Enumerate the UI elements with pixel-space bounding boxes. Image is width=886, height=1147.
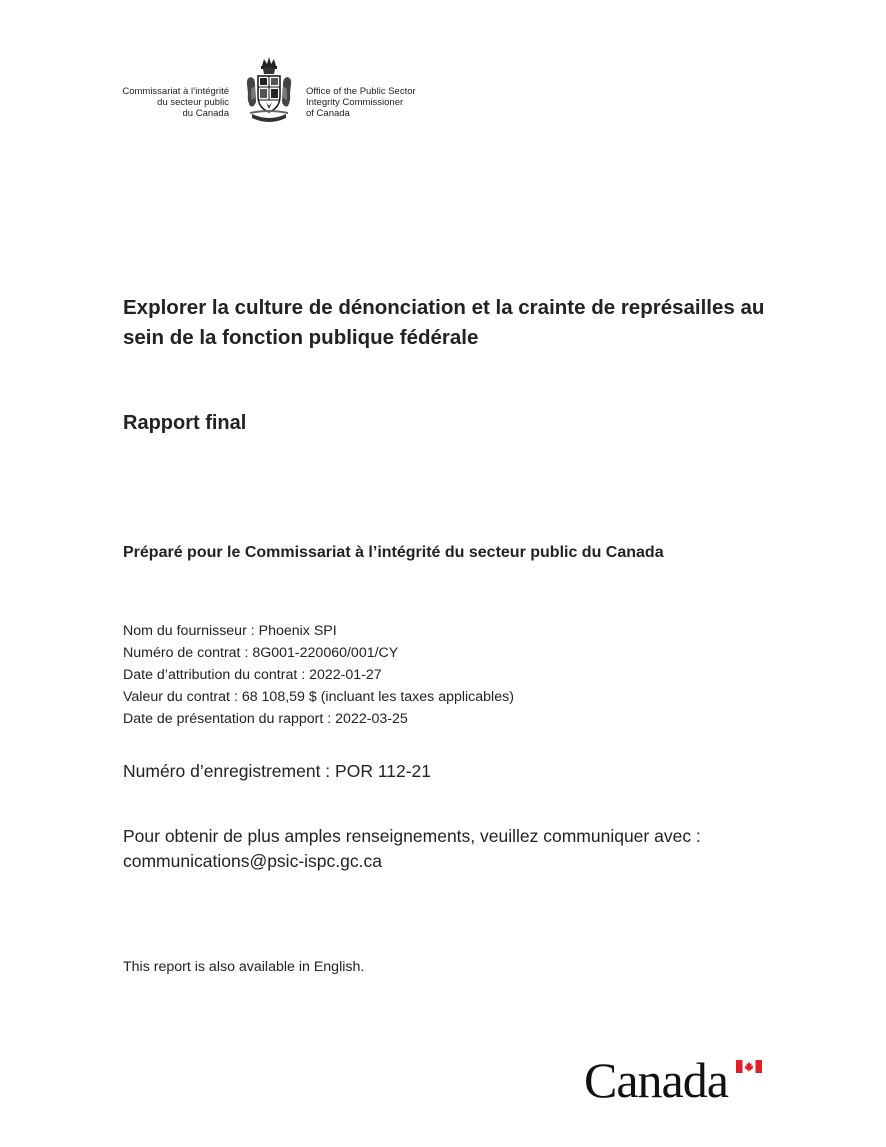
- prepared-for: Préparé pour le Commissariat à l’intégrité du secteur public du Canada: [123, 544, 664, 561]
- detail-award-date: Date d’attribution du contrat : 2022-01-27: [123, 667, 382, 683]
- detail-delivery-date: Date de présentation du rapport : 2022-03-25: [123, 711, 408, 727]
- canada-flag-icon: [736, 1060, 762, 1073]
- contact-text: Pour obtenir de plus amples renseignements, veuillez communiquer avec :: [123, 826, 701, 846]
- signature-french-line: Commissariat à l’intégrité: [122, 86, 229, 97]
- report-title-line: Explorer la culture de dénonciation et la crainte de représailles au: [123, 296, 765, 319]
- signature-english-line: Integrity Commissioner: [306, 97, 404, 108]
- canada-coat-of-arms-icon: [244, 56, 294, 126]
- signature-french: [100, 86, 229, 119]
- signature-english: [306, 86, 466, 119]
- signature-english-line: Office of the Public Sector: [306, 86, 416, 97]
- canada-wordmark: [584, 1050, 774, 1110]
- english-availability-note: This report is also available in English.: [123, 959, 365, 975]
- signature-french-line: du secteur public: [157, 97, 229, 108]
- contact-email: communications@psic-ispc.gc.ca: [123, 851, 382, 871]
- registration-number: Numéro d’enregistrement : POR 112-21: [123, 761, 432, 781]
- contact-info: [123, 824, 823, 874]
- signature-french-line: du Canada: [182, 108, 229, 119]
- detail-contract-value: Valeur du contrat : 68 108,59 $ (incluant les taxes applicables): [123, 689, 514, 705]
- detail-supplier: Nom du fournisseur : Phoenix SPI: [123, 623, 337, 639]
- report-subtitle: Rapport final: [123, 412, 247, 434]
- canada-wordmark-text: Canada: [584, 1052, 728, 1108]
- report-title-line: sein de la fonction publique fédérale: [123, 326, 479, 349]
- report-title: [123, 293, 803, 353]
- signature-english-line: of Canada: [306, 108, 350, 119]
- contract-details: [123, 620, 723, 730]
- detail-contract-number: Numéro de contrat : 8G001-220060/001/CY: [123, 645, 399, 661]
